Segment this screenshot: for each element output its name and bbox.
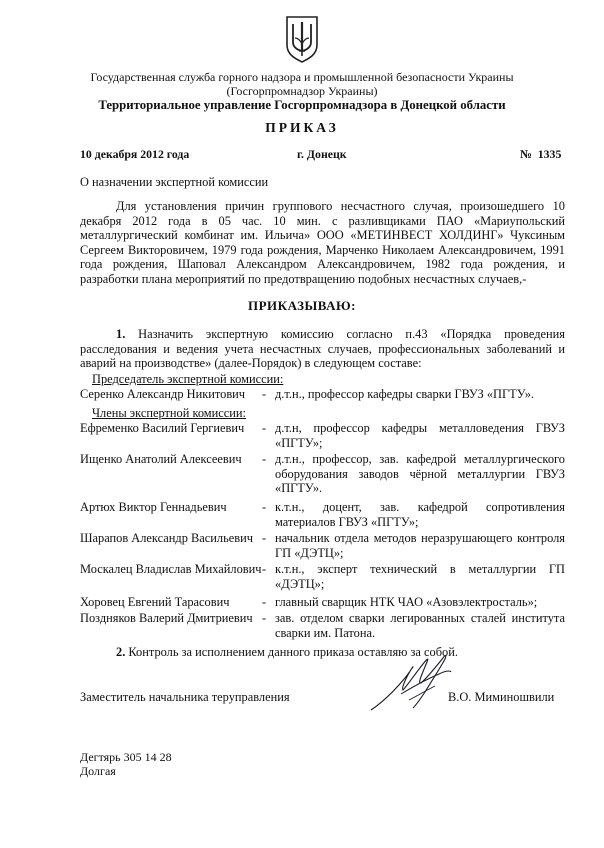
chair-dash: -	[262, 387, 267, 401]
chair-name: Серенко Александр Никитович	[80, 387, 246, 401]
item-2-number: 2.	[116, 645, 126, 659]
member-name: Ефременко Василий Гергиевич	[80, 421, 245, 435]
authority-name	[60, 70, 544, 98]
member-name: Хоровец Евгений Тарасович	[80, 595, 230, 609]
preamble-paragraph: Для установления причин группового несчастного случая, произошедшего 10 декабря 2012 года в 05 час. 10 мин. с разливщиками ПАО «Мариупольский металлургический комбинат им. Ильича» ООО «МЕТИНВЕСТ ХОЛДИНГ» Чуксиным Сергеем Викторовичем, 1979 года рождения, Марченко Николаем Александровичем, 1991 года рождения, Шаповал Александром Александровичем, 1982 года рождения, и разработки плана мероприятий по предотвращению подобных несчастных случаев,-	[80, 199, 565, 286]
item-2-text: Контроль за исполнением данного приказа оставляю за собой.	[128, 645, 458, 659]
member-dash: -	[262, 611, 267, 625]
order-item-1	[80, 327, 565, 371]
typist-info: Долгая	[80, 764, 116, 778]
order-date: 10 декабря 2012 года	[80, 147, 190, 161]
member-name: Москалец Владислав Михайлович	[80, 562, 262, 576]
member-dash: -	[262, 500, 267, 514]
member-description: зав. отделом сварки легированных сталей института сварки им. Патона.	[275, 611, 565, 640]
territorial-office: Территориальное управление Госгорпромнадзора в Донецкой области	[98, 98, 506, 112]
members-heading: Члены экспертной комиссии:	[92, 406, 246, 420]
order-number: № 1335	[520, 147, 562, 161]
member-name: Ищенко Анатолий Алексеевич	[80, 452, 242, 466]
member-description: к.т.н., доцент, зав. кафедрой сопротивления материалов ГВУЗ «ПГТУ»;	[275, 500, 565, 529]
order-subject: О назначении экспертной комиссии	[80, 175, 269, 189]
member-description: главный сварщик НТК ЧАО «Азовэлектросталь»;	[275, 595, 538, 609]
decree-heading: ПРИКАЗЫВАЮ:	[248, 298, 356, 313]
member-dash: -	[262, 562, 267, 576]
trident-emblem-icon	[284, 15, 320, 63]
authority-line-2: (Госгорпромнадзор Украины)	[226, 84, 378, 98]
member-description: начальник отдела методов неразрушающего контроля ГП «ДЭТЦ»;	[275, 531, 565, 560]
member-dash: -	[262, 531, 267, 545]
item-1-number: 1.	[116, 327, 126, 341]
executor-info: Дегтярь 305 14 28	[80, 750, 172, 764]
chair-description: д.т.н., профессор кафедры сварки ГВУЗ «ПГТУ».	[275, 387, 534, 401]
member-description: д.т.н., профессор, зав. кафедрой металлургического оборудования заводов чёрной металлургии ГВУЗ «ПГТУ».	[275, 452, 565, 496]
signatory-name: В.О. Миминошвили	[448, 690, 555, 704]
member-description: д.т.н, профессор кафедры металловедения ГВУЗ «ПГТУ»;	[275, 421, 565, 450]
signatory-title: Заместитель начальника теруправления	[80, 690, 290, 704]
member-name: Артюх Виктор Геннадьевич	[80, 500, 227, 514]
member-dash: -	[262, 421, 267, 435]
member-name: Поздняков Валерий Дмитриевич	[80, 611, 253, 625]
authority-line-1: Государственная служба горного надзора и промышленной безопасности Украины	[90, 70, 514, 84]
member-name: Шарапов Александр Васильевич	[80, 531, 253, 545]
handwritten-signature	[365, 650, 455, 715]
member-description: к.т.н., эксперт технический в металлургии ГП «ДЭТЦ»;	[275, 562, 565, 591]
member-dash: -	[262, 452, 267, 466]
document-title: ПРИКАЗ	[265, 120, 339, 135]
item-1-text: Назначить экспертную комиссию согласно п.43 «Порядка проведения расследования и ведения учета несчастных случаев, профессиональных заболеваний и аварий на производстве» (далее-Порядок) в следующем составе:	[80, 327, 565, 371]
member-dash: -	[262, 595, 267, 609]
chair-heading: Председатель экспертной комиссии:	[92, 372, 284, 386]
order-city: г. Донецк	[297, 147, 347, 161]
